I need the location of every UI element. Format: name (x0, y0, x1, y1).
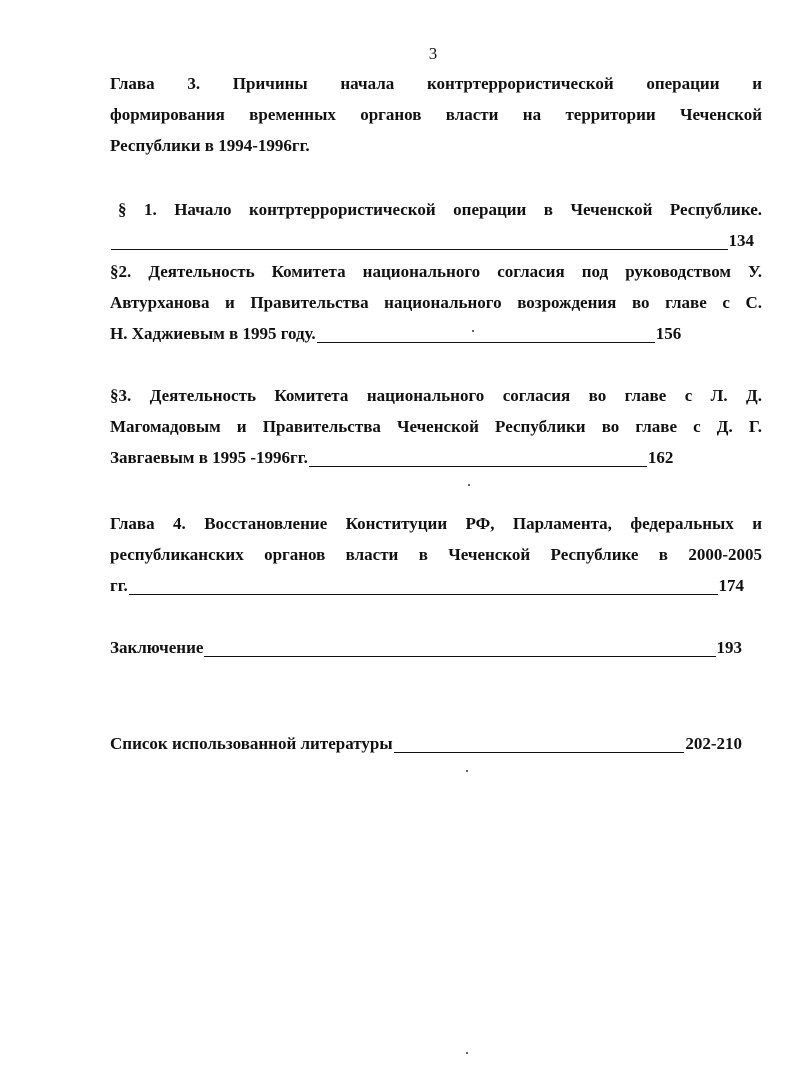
toc-chapter-3-line-1: Глава 3. Причины начала контртеррористической операции и (110, 74, 762, 93)
dot-leader (309, 466, 647, 467)
toc-section-3-line-3-text: Завгаевым в 1995 -1996гг. (110, 448, 308, 467)
toc-chapter-4 (110, 508, 762, 601)
toc-conclusion-page: 193 (716, 638, 742, 657)
toc-chapter-4-line-2: республиканских органов власти в Чеченской Республике в 2000-2005 (110, 545, 762, 564)
toc-section-2-line-2: Автурханова и Правительства национального возрождения во главе с С. (110, 293, 762, 312)
toc-section-3-page: 162 (647, 448, 674, 467)
scan-speck (466, 1052, 468, 1054)
toc-conclusion-text: Заключение (110, 638, 204, 657)
toc-chapter-3-line-3: Республики в 1994-1996гг. (110, 136, 310, 155)
toc-chapter-4-line-1: Глава 4. Восстановление Конституции РФ, Парламента, федеральных и (110, 514, 762, 533)
dot-leader (111, 249, 728, 250)
toc-bibliography (110, 728, 742, 759)
toc-section-3 (110, 380, 762, 473)
toc-section-3-line-1: §3. Деятельность Комитета национального согласия во главе с Л. Д. (110, 386, 762, 405)
dot-leader (129, 594, 718, 595)
toc-section-2-page: 156 (655, 324, 682, 343)
toc-section-2-line-3-text: Н. Хаджиевым в 1995 году. (110, 324, 316, 343)
dot-leader (394, 752, 685, 753)
toc-chapter-4-line-3-text: гг. (110, 576, 128, 595)
toc-section-2 (110, 256, 762, 349)
toc-section-1-title: § 1. Начало контртеррористической операции в Чеченской Республике. (118, 200, 762, 219)
toc-bibliography-line (110, 728, 742, 759)
toc-section-3-line-2: Магомадовым и Правительства Чеченской Республики во главе с Д. Г. (110, 417, 762, 436)
dot-leader (204, 656, 715, 657)
dot-leader (317, 342, 655, 343)
page-number: 3 (428, 44, 438, 63)
toc-chapter-4-line-3 (110, 570, 744, 601)
scan-speck (472, 330, 474, 332)
toc-conclusion-line (110, 632, 742, 663)
toc-section-1-leader-line (110, 225, 762, 256)
toc-section-1-page: 134 (728, 231, 754, 250)
toc-section-3-line-3 (110, 442, 762, 473)
toc-chapter-3 (110, 68, 762, 161)
toc-bibliography-page: 202-210 (685, 734, 742, 753)
toc-section-2-line-3 (110, 318, 762, 349)
toc-chapter-3-line-2: формирования временных органов власти на территории Чеченской (110, 105, 762, 124)
toc-chapter-4-page: 174 (718, 576, 744, 595)
toc-section-1 (110, 194, 762, 256)
toc-bibliography-text: Список использованной литературы (110, 734, 393, 753)
scan-speck (466, 770, 468, 772)
toc-section-2-line-1: §2. Деятельность Комитета национального согласия под руководством У. (110, 262, 762, 281)
scan-speck (468, 484, 470, 486)
toc-conclusion (110, 632, 742, 663)
